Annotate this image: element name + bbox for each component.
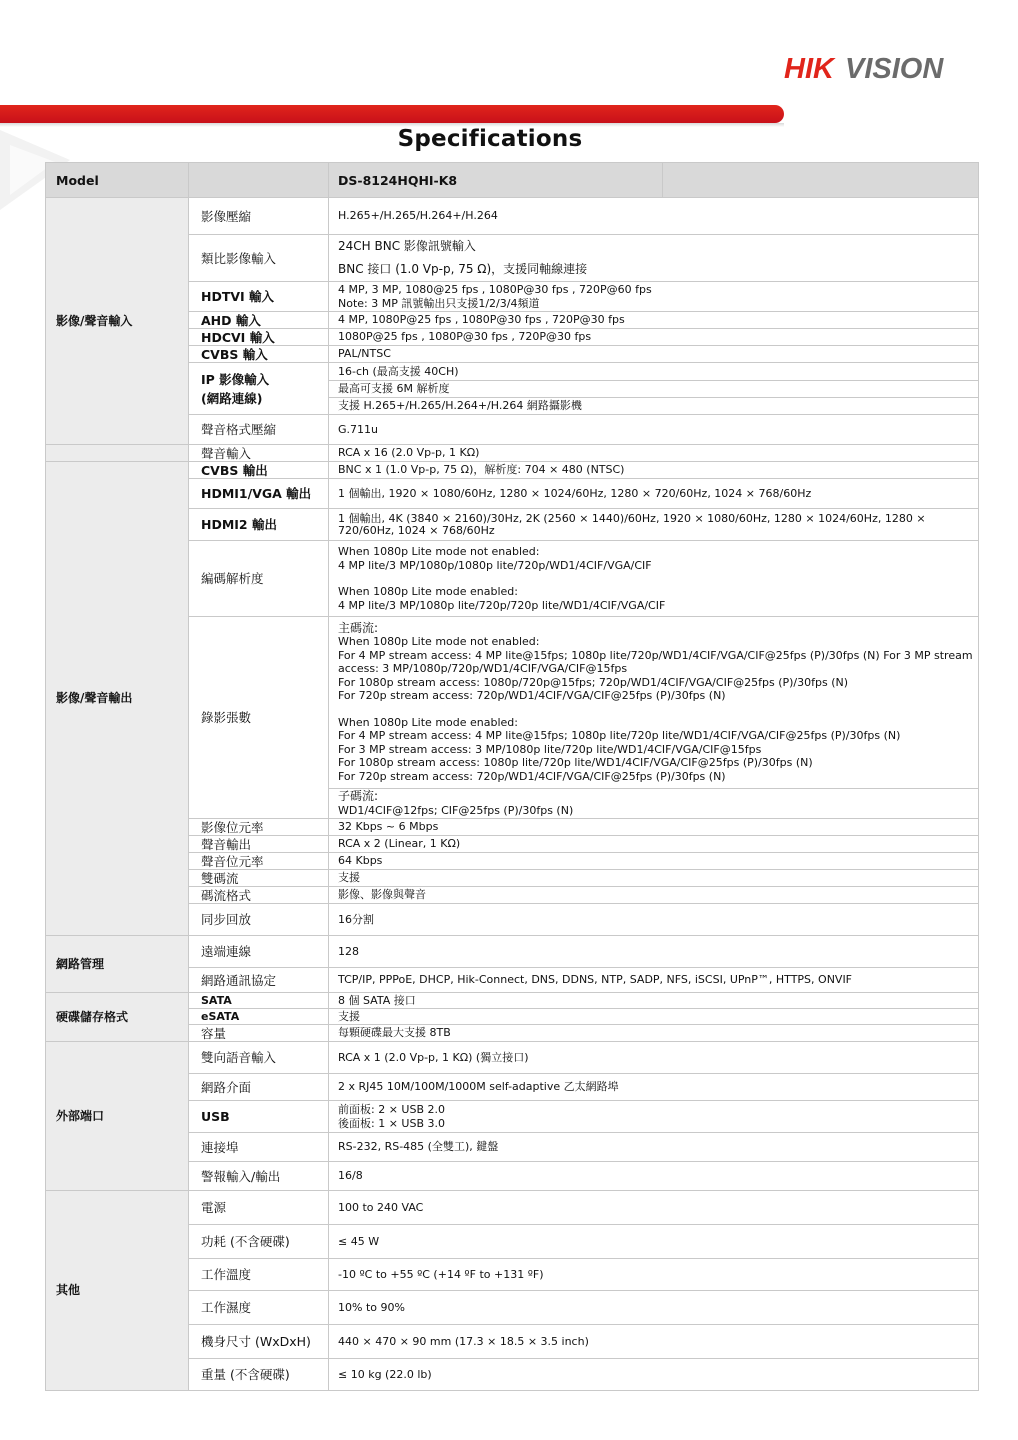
row-value — [329, 617, 979, 789]
row-value: 影像、影像與聲音 — [329, 887, 979, 904]
row-value: 8 個 SATA 接口 — [329, 993, 979, 1009]
value-line: For 1080p stream access: 1080p/720p@15fps; 720p/WD1/4CIF/VGA/CIF@25fps (P)/30fps (N) — [338, 675, 849, 689]
value-line: When 1080p Lite mode not enabled: — [338, 545, 540, 558]
row-label: 遠端連線 — [189, 936, 329, 968]
row-label: 警報輸入/輸出 — [189, 1162, 329, 1191]
row-value — [329, 789, 979, 819]
row-label: HDMI1/VGA 輸出 — [189, 479, 329, 509]
row-label: 聲音輸入 — [189, 445, 329, 462]
row-label: HDCVI 輸入 — [189, 329, 329, 346]
row-label: CVBS 輸出 — [189, 462, 329, 479]
row-label: 類比影像輸入 — [189, 235, 329, 282]
header-empty-cell — [189, 163, 329, 198]
row-value: RCA x 16 (2.0 Vp-p, 1 KΩ) — [329, 445, 979, 462]
row-value: -10 ºC to +55 ºC (+14 ºF to +131 ºF) — [329, 1259, 979, 1291]
value-line: 4 MP lite/3 MP/1080p lite/720p/720p lite/WD1/4CIF/VGA/CIF — [338, 598, 666, 612]
row-label: 雙碼流 — [189, 870, 329, 887]
row-label: AHD 輸入 — [189, 312, 329, 329]
row-value: RCA x 2 (Linear, 1 KΩ) — [329, 836, 979, 853]
row-label: SATA — [189, 993, 329, 1009]
row-value: 128 — [329, 936, 979, 968]
spec-table — [45, 162, 979, 1391]
header-red-bar — [0, 105, 784, 123]
row-label: 同步回放 — [189, 904, 329, 936]
row-value: 支援 — [329, 1009, 979, 1025]
row-value: ≤ 10 kg (22.0 lb) — [329, 1359, 979, 1391]
spacer — [338, 703, 974, 716]
label-line: IP 影像輸入 — [201, 371, 270, 387]
row-value: RS-232, RS-485 (全雙工), 鍵盤 — [329, 1133, 979, 1162]
row-value: RCA x 1 (2.0 Vp-p, 1 KΩ) (獨立接口) — [329, 1042, 979, 1074]
logo-vision: VISION — [845, 53, 944, 85]
row-label: 聲音輸出 — [189, 836, 329, 853]
row-label: 碼流格式 — [189, 887, 329, 904]
row-label: 工作濕度 — [189, 1291, 329, 1325]
row-value: 最高可支援 6M 解析度 — [329, 381, 979, 398]
row-value: 2 x RJ45 10M/100M/1000M self-adaptive 乙太網路埠 — [329, 1074, 979, 1101]
value-line: When 1080p Lite mode enabled: — [338, 715, 518, 729]
page-title: Specifications — [397, 126, 583, 152]
row-label: CVBS 輸入 — [189, 346, 329, 363]
row-label: USB — [189, 1101, 329, 1133]
row-value: 16分割 — [329, 904, 979, 936]
category-video-audio-output: 影像/聲音輸出 — [46, 462, 189, 936]
value-line: For 4 MP stream access: 4 MP lite@15fps; 1080p lite/720p lite/WD1/4CIF/VGA/CIF@25fps (P)/30fps (N) — [338, 729, 901, 743]
row-value: 100 to 240 VAC — [329, 1191, 979, 1225]
row-value: 64 Kbps — [329, 853, 979, 870]
value-line: For 4 MP stream access: 4 MP lite@15fps; 1080p lite/720p/WD1/4CIF/VGA/CIF@25fps (P)/30fps (N) For 3 MP stream access: 3 MP/1080p/720p/WD1/4CIF/VGA/CIF@15fps — [338, 648, 973, 676]
row-value: H.265+/H.265/H.264+/H.264 — [329, 198, 979, 235]
row-value: ≤ 45 W — [329, 1225, 979, 1259]
table-row — [46, 993, 979, 1009]
header-empty-cell — [663, 163, 979, 198]
row-value — [329, 541, 979, 617]
value-line: 後面板: 1 × USB 3.0 — [338, 1116, 445, 1130]
value-line: For 720p stream access: 720p/WD1/4CIF/VGA/CIF@25fps (P)/30fps (N) — [338, 769, 726, 783]
row-label: 網路介面 — [189, 1074, 329, 1101]
model-label: Model — [46, 163, 189, 198]
table-row — [46, 445, 979, 462]
row-label: 功耗 (不含硬碟) — [189, 1225, 329, 1259]
main-stream-title: 主碼流: — [338, 620, 379, 635]
table-row — [46, 936, 979, 968]
value-line: For 3 MP stream access: 3 MP/1080p lite/720p lite/WD1/4CIF/VGA/CIF@15fps — [338, 742, 762, 756]
row-value: 16-ch (最高支援 40CH) — [329, 363, 979, 381]
logo-hik: HIK — [784, 53, 834, 85]
value-line: 前面板: 2 × USB 2.0 — [338, 1103, 445, 1116]
category-external: 外部端口 — [46, 1042, 189, 1191]
row-label: HDTVI 輸入 — [189, 282, 329, 312]
row-value: 1080P@25 fps , 1080P@30 fps , 720P@30 fps — [329, 329, 979, 346]
table-row — [46, 462, 979, 479]
row-value: 1 個輸出, 4K (3840 × 2160)/30Hz, 2K (2560 × 1440)/60Hz, 1920 × 1080/60Hz, 1280 × 1024/60Hz, 1280 × 720/60Hz, 1024 × 768/60Hz — [329, 509, 979, 541]
row-label: 電源 — [189, 1191, 329, 1225]
table-row — [46, 198, 979, 235]
row-label: HDMI2 輸出 — [189, 509, 329, 541]
row-label — [189, 363, 329, 415]
value-line: 24CH BNC 影像訊號輸入 — [338, 239, 476, 253]
row-value: TCP/IP, PPPoE, DHCP, Hik-Connect, DNS, DDNS, NTP, SADP, NFS, iSCSI, UPnP™, HTTPS, ONVIF — [329, 968, 979, 993]
row-label: 聲音格式壓縮 — [189, 415, 329, 445]
hikvision-logo — [782, 48, 972, 86]
row-value: 4 MP, 1080P@25 fps , 1080P@30 fps , 720P@30 fps — [329, 312, 979, 329]
row-value: 32 Kbps ~ 6 Mbps — [329, 819, 979, 836]
row-value: 每顆硬碟最大支援 8TB — [329, 1025, 979, 1042]
row-label: 錄影張數 — [189, 617, 329, 819]
table-row — [46, 1042, 979, 1074]
row-label: 編碼解析度 — [189, 541, 329, 617]
value-line: When 1080p Lite mode not enabled: — [338, 635, 540, 649]
value-line: BNC 接口 (1.0 Vp-p, 75 Ω)，支援同軸線連接 — [338, 261, 588, 276]
table-row — [46, 1191, 979, 1225]
value-line: For 1080p stream access: 1080p lite/720p lite/WD1/4CIF/VGA/CIF@25fps (P)/30fps (N) — [338, 756, 813, 770]
row-value: 支援 H.265+/H.265/H.264+/H.264 網路攝影機 — [329, 398, 979, 415]
value-line: 4 MP lite/3 MP/1080p/1080p lite/720p/WD1/4CIF/VGA/CIF — [338, 558, 652, 572]
row-label: 機身尺寸 (WxDxH) — [189, 1325, 329, 1359]
row-value: 10% to 90% — [329, 1291, 979, 1325]
row-value: G.711u — [329, 415, 979, 445]
row-value: 1 個輸出, 1920 × 1080/60Hz, 1280 × 1024/60Hz, 1280 × 720/60Hz, 1024 × 768/60Hz — [329, 479, 979, 509]
row-label: 重量 (不含硬碟) — [189, 1359, 329, 1391]
row-label: 影像壓縮 — [189, 198, 329, 235]
row-value: 支援 — [329, 870, 979, 887]
row-value: PAL/NTSC — [329, 346, 979, 363]
value-line: For 720p stream access: 720p/WD1/4CIF/VGA/CIF@25fps (P)/30fps (N) — [338, 689, 726, 703]
row-value — [329, 235, 979, 282]
model-value: DS-8124HQHI-K8 — [329, 163, 663, 198]
row-label: 網路通訊協定 — [189, 968, 329, 993]
label-line: (網路連線) — [201, 390, 263, 406]
table-header-row — [46, 163, 979, 198]
row-value: BNC x 1 (1.0 Vp-p, 75 Ω)，解析度: 704 × 480 (NTSC) — [329, 462, 979, 479]
value-line: Note: 3 MP 訊號輸出只支援1/2/3/4頻道 — [338, 296, 540, 310]
row-label: 雙向語音輸入 — [189, 1042, 329, 1074]
row-label: 容量 — [189, 1025, 329, 1042]
row-value: 440 × 470 × 90 mm (17.3 × 18.5 × 3.5 inch) — [329, 1325, 979, 1359]
row-value — [329, 1101, 979, 1133]
spacer — [338, 572, 974, 585]
value-line: When 1080p Lite mode enabled: — [338, 585, 518, 598]
row-value — [329, 282, 979, 312]
value-line: WD1/4CIF@12fps; CIF@25fps (P)/30fps (N) — [338, 803, 574, 817]
row-label: eSATA — [189, 1009, 329, 1025]
category-general: 其他 — [46, 1191, 189, 1391]
row-label: 連接埠 — [189, 1133, 329, 1162]
value-line: 4 MP, 3 MP, 1080@25 fps , 1080P@30 fps , 720P@60 fps — [338, 283, 652, 296]
row-value: 16/8 — [329, 1162, 979, 1191]
sub-stream-title: 子碼流: — [338, 789, 379, 803]
category-network: 網路管理 — [46, 936, 189, 993]
category-video-audio-input: 影像/聲音輸入 — [46, 198, 189, 445]
category-spacer — [46, 445, 189, 462]
category-hdd: 硬碟儲存格式 — [46, 993, 189, 1042]
row-label: 聲音位元率 — [189, 853, 329, 870]
row-label: 工作溫度 — [189, 1259, 329, 1291]
row-label: 影像位元率 — [189, 819, 329, 836]
